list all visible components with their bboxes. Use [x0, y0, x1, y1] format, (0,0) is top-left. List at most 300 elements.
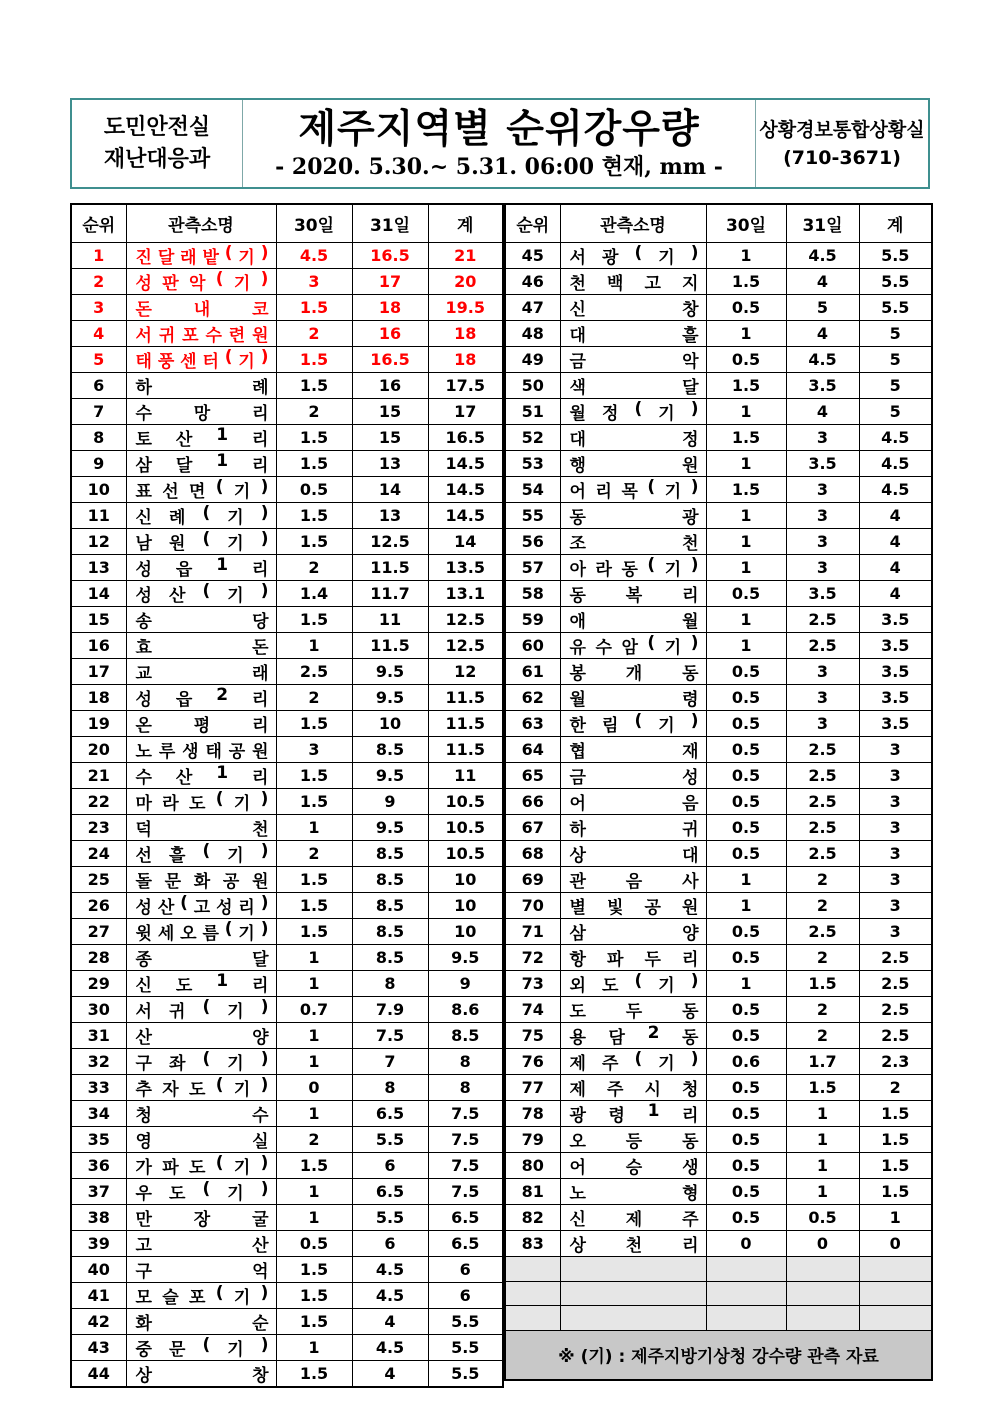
station-name-cell: [126, 997, 276, 1023]
station-name-char: 신: [569, 1210, 586, 1230]
day30-cell: 0.5: [706, 945, 786, 971]
station-name-char: (: [202, 529, 211, 549]
table-row: [505, 633, 932, 659]
station-name-char: 리: [252, 768, 269, 788]
station-name-char: 좌: [168, 1054, 186, 1074]
day31-cell: 3.5: [786, 451, 859, 477]
station-name-char: 관: [569, 872, 586, 892]
total-cell: 7.5: [428, 1179, 503, 1205]
station-name-char: 코: [252, 300, 269, 320]
station-name-char: (: [224, 347, 233, 367]
station-name-char: 례: [168, 508, 186, 528]
table-row: [505, 399, 932, 425]
col-day31-header: 31일: [352, 204, 428, 243]
station-name: [570, 1205, 699, 1230]
station-name-cell: [126, 867, 276, 893]
station-name-cell: [126, 347, 276, 373]
station-name-char: 순: [252, 1314, 269, 1334]
rank-cell: 25: [71, 867, 126, 893]
station-name: [136, 945, 269, 970]
rank-cell: 3: [71, 295, 126, 321]
station-name-char: 기: [227, 1054, 244, 1074]
station-name-char: 화: [135, 1314, 152, 1334]
day31-cell: 4.5: [352, 1257, 428, 1283]
station-name-char: 하: [569, 820, 586, 840]
station-name-char: 기: [238, 248, 255, 268]
day31-cell: 8.5: [352, 737, 428, 763]
rank-cell: 34: [71, 1101, 126, 1127]
total-cell: 9: [428, 971, 503, 997]
day30-cell: 1.5: [276, 503, 352, 529]
day31-cell: 8.5: [352, 867, 428, 893]
station-name-char: 2: [647, 1023, 660, 1043]
station-name-char: 주: [607, 1080, 624, 1100]
station-name-cell: [560, 711, 706, 737]
station-name-char: 수: [205, 326, 222, 346]
station-name-char: 상: [569, 1236, 586, 1256]
day31-cell: 13: [352, 503, 428, 529]
station-name-char: 노: [135, 742, 152, 762]
rank-cell: 4: [71, 321, 126, 347]
station-name-char: 창: [682, 300, 699, 320]
day31-cell: 2: [786, 893, 859, 919]
day30-cell: 4.5: [276, 243, 352, 269]
station-name-char: 제: [625, 1210, 643, 1230]
day30-cell: 1.5: [276, 347, 352, 373]
day30-cell: 1: [276, 971, 352, 997]
station-name-char: 수: [135, 404, 152, 424]
day30-cell: 1: [706, 633, 786, 659]
station-name-char: ): [260, 1335, 269, 1355]
total-cell: 5.5: [428, 1309, 503, 1335]
day31-cell: 1: [786, 1101, 859, 1127]
rank-cell: 66: [505, 789, 560, 815]
station-name-cell: [126, 607, 276, 633]
station-name-char: 수: [135, 768, 152, 788]
station-name: [570, 243, 699, 268]
day31-cell: 6.5: [352, 1101, 428, 1127]
station-name-char: 모: [135, 1288, 152, 1308]
day31-cell: 3.5: [786, 373, 859, 399]
station-name-cell: [126, 321, 276, 347]
station-name-char: ): [260, 581, 269, 601]
station-name-char: 지: [682, 274, 699, 294]
station-name-cell: [560, 529, 706, 555]
rank-cell: 9: [71, 451, 126, 477]
station-name-cell: [126, 399, 276, 425]
total-cell: 3.5: [859, 633, 932, 659]
day30-cell: 0.5: [706, 997, 786, 1023]
station-name-char: 용: [569, 1028, 586, 1048]
table-row: [505, 347, 932, 373]
rank-cell: 8: [71, 425, 126, 451]
rank-cell: 24: [71, 841, 126, 867]
station-name-char: 기: [658, 248, 675, 268]
station-name-char: 천: [569, 274, 586, 294]
table-row: [71, 659, 503, 685]
station-name-char: 외: [569, 976, 586, 996]
total-cell: 5.5: [859, 269, 932, 295]
station-name-char: 송: [135, 612, 152, 632]
station-name-char: 산: [168, 586, 186, 606]
rank-cell: 83: [505, 1231, 560, 1257]
station-name-char: 산: [175, 430, 193, 450]
station-name-char: 천: [252, 820, 269, 840]
rank-cell: 29: [71, 971, 126, 997]
station-name-cell: [560, 1127, 706, 1153]
table-row: [505, 243, 932, 269]
station-name-char: 기: [664, 560, 682, 580]
total-cell: 5: [859, 321, 932, 347]
station-name-char: 효: [135, 638, 152, 658]
station-name-char: 기: [227, 534, 244, 554]
day30-cell: 2: [276, 685, 352, 711]
empty-row: [505, 1281, 932, 1306]
total-cell: 3.5: [859, 711, 932, 737]
day30-cell: 1.5: [276, 1257, 352, 1283]
table-row: [505, 971, 932, 997]
station-name-char: 기: [233, 274, 251, 294]
station-name-char: 토: [135, 430, 152, 450]
station-name: [570, 607, 699, 632]
rank-cell: 17: [71, 659, 126, 685]
station-name-cell: [126, 295, 276, 321]
total-cell: 10: [428, 893, 503, 919]
station-name-char: 광: [682, 508, 699, 528]
total-cell: 4.5: [859, 477, 932, 503]
table-row: [505, 581, 932, 607]
station-name-cell: [560, 633, 706, 659]
table-row: [71, 1075, 503, 1101]
day30-cell: 0.5: [706, 1101, 786, 1127]
station-name-char: 도: [189, 1080, 206, 1100]
day30-cell: 0.5: [706, 1179, 786, 1205]
rank-cell: 55: [505, 503, 560, 529]
station-name-char: 태: [205, 742, 222, 762]
day31-cell: 5: [786, 295, 859, 321]
day30-cell: 0.5: [706, 711, 786, 737]
rank-cell: 56: [505, 529, 560, 555]
station-name-char: 양: [682, 924, 699, 944]
day31-cell: 5.5: [352, 1127, 428, 1153]
station-name-char: 례: [252, 378, 269, 398]
table-row: [505, 737, 932, 763]
station-name-char: 림: [601, 716, 619, 736]
station-name-cell: [126, 841, 276, 867]
day30-cell: 1: [276, 1335, 352, 1361]
station-name-char: 주: [682, 1210, 699, 1230]
rank-cell: 22: [71, 789, 126, 815]
col-station-header: 관측소명: [126, 204, 276, 243]
table-row: [505, 607, 932, 633]
station-name-char: 원: [682, 456, 699, 476]
department-block: [72, 100, 243, 187]
rank-cell: 65: [505, 763, 560, 789]
station-name-char: 동: [569, 508, 586, 528]
station-name-char: (: [634, 711, 643, 731]
day31-cell: 9.5: [352, 815, 428, 841]
station-name-char: 산: [135, 1028, 152, 1048]
day31-cell: 11.5: [352, 633, 428, 659]
station-name: [570, 347, 699, 372]
station-name-cell: [126, 529, 276, 555]
col-total-header: 계: [428, 204, 503, 243]
day31-cell: 0: [786, 1231, 859, 1257]
station-name-cell: [560, 893, 706, 919]
station-name-char: 라: [162, 794, 179, 814]
rank-cell: 45: [505, 243, 560, 269]
station-name: [136, 815, 269, 840]
table-row: [505, 841, 932, 867]
table-row: [71, 1231, 503, 1257]
day30-cell: 1.5: [276, 1153, 352, 1179]
station-name-cell: [126, 893, 276, 919]
total-cell: 3.5: [859, 607, 932, 633]
day31-cell: 11.5: [352, 555, 428, 581]
rank-cell: 82: [505, 1205, 560, 1231]
station-name-char: (: [215, 1153, 224, 1173]
total-cell: 7.5: [428, 1101, 503, 1127]
page-title: 제주지역별 순위강우량: [298, 106, 700, 152]
rank-cell: 68: [505, 841, 560, 867]
day31-cell: 4: [352, 1309, 428, 1335]
station-name-char: 수: [252, 1106, 269, 1126]
station-name-char: 대: [569, 326, 586, 346]
station-name-char: ): [260, 529, 269, 549]
day31-cell: 1: [786, 1127, 859, 1153]
day30-cell: 1.5: [276, 919, 352, 945]
day31-cell: 11: [352, 607, 428, 633]
station-name-cell: [560, 269, 706, 295]
station-name-char: 구: [135, 1054, 152, 1074]
station-name-cell: [126, 1205, 276, 1231]
day31-cell: 3: [786, 529, 859, 555]
station-name-char: 제: [569, 1080, 586, 1100]
table-row: [71, 815, 503, 841]
station-name-char: 화: [193, 872, 211, 892]
day30-cell: 1: [706, 971, 786, 997]
station-name-char: 공: [644, 898, 661, 918]
station-name-char: 흘: [682, 326, 699, 346]
station-name-char: 기: [658, 716, 675, 736]
station-name: [136, 997, 269, 1022]
station-name: [136, 659, 269, 684]
station-name-char: 윗: [135, 924, 152, 944]
station-name: [136, 1231, 269, 1256]
table-header-row: [505, 204, 932, 243]
rank-cell: 52: [505, 425, 560, 451]
station-name-char: (: [634, 1049, 643, 1069]
total-cell: 11.5: [428, 711, 503, 737]
station-name: [136, 321, 269, 346]
station-name-char: 영: [135, 1132, 152, 1152]
day30-cell: 1: [276, 1205, 352, 1231]
station-name-char: 도: [601, 976, 619, 996]
rank-cell: 72: [505, 945, 560, 971]
station-name-cell: [560, 503, 706, 529]
station-name-char: 애: [569, 612, 586, 632]
rank-cell: 75: [505, 1023, 560, 1049]
station-name-char: 빛: [607, 898, 624, 918]
station-name-char: 월: [569, 404, 586, 424]
day30-cell: 2: [276, 1127, 352, 1153]
title-block: [243, 100, 755, 187]
station-name-cell: [126, 763, 276, 789]
station-name: [570, 737, 699, 762]
station-name-char: 신: [569, 300, 586, 320]
rank-cell: 31: [71, 1023, 126, 1049]
table-row: [71, 1257, 503, 1283]
day30-cell: 1: [276, 633, 352, 659]
rank-cell: 28: [71, 945, 126, 971]
station-name-char: 기: [658, 976, 675, 996]
table-row: [71, 1335, 503, 1361]
station-name-char: 리: [238, 898, 255, 918]
station-name-char: 삼: [135, 456, 152, 476]
station-name-char: 억: [252, 1262, 269, 1282]
station-name-char: 천: [682, 534, 699, 554]
station-name-char: (: [202, 581, 211, 601]
station-name-char: 사: [682, 872, 699, 892]
total-cell: 3: [859, 841, 932, 867]
total-cell: 21: [428, 243, 503, 269]
station-name-char: ): [690, 477, 699, 497]
day30-cell: 1.5: [706, 425, 786, 451]
station-name: [136, 399, 269, 424]
station-name-char: 원: [252, 872, 269, 892]
day30-cell: 0.5: [276, 477, 352, 503]
station-name-cell: [560, 1101, 706, 1127]
station-name-char: 동: [682, 1002, 699, 1022]
station-name-char: 성: [135, 690, 152, 710]
day31-cell: 1: [786, 1153, 859, 1179]
day30-cell: 1: [706, 529, 786, 555]
station-name-char: 고: [644, 274, 661, 294]
station-name-char: 고: [193, 898, 211, 918]
station-name-cell: [560, 841, 706, 867]
station-name-char: 신: [135, 976, 152, 996]
total-cell: 12.5: [428, 633, 503, 659]
rank-cell: 30: [71, 997, 126, 1023]
total-cell: 5: [859, 373, 932, 399]
station-name: [136, 607, 269, 632]
rank-cell: 11: [71, 503, 126, 529]
station-name: [136, 737, 269, 762]
station-name: [136, 711, 269, 736]
station-name-char: 공: [228, 742, 246, 762]
total-cell: 8: [428, 1075, 503, 1101]
station-name-char: 센: [180, 352, 197, 372]
table-row: [71, 373, 503, 399]
rank-cell: 81: [505, 1179, 560, 1205]
total-cell: 18: [428, 321, 503, 347]
station-name-char: 색: [569, 378, 586, 398]
station-name-char: 수: [595, 638, 612, 658]
rank-cell: 19: [71, 711, 126, 737]
day30-cell: 1.5: [276, 763, 352, 789]
station-name-cell: [126, 1361, 276, 1388]
station-name-char: 기: [233, 1080, 251, 1100]
total-cell: 8.6: [428, 997, 503, 1023]
table-header-row: [71, 204, 503, 243]
total-cell: 3: [859, 893, 932, 919]
day31-cell: 2.5: [786, 841, 859, 867]
station-name-char: 리: [252, 430, 269, 450]
day30-cell: 1.5: [276, 425, 352, 451]
rank-cell: 53: [505, 451, 560, 477]
station-name-char: 문: [168, 1340, 186, 1360]
station-name-char: 리: [252, 716, 269, 736]
station-name-char: 원: [168, 534, 186, 554]
station-name-cell: [560, 763, 706, 789]
table-row: [71, 503, 503, 529]
station-name-char: 시: [644, 1080, 661, 1100]
station-name-char: 월: [569, 690, 586, 710]
station-name-char: 대: [682, 846, 699, 866]
office-name: 상황경보통합상황실: [759, 118, 925, 141]
day31-cell: 1.5: [786, 971, 859, 997]
total-cell: 8.5: [428, 1023, 503, 1049]
station-name-char: 파: [162, 1158, 179, 1178]
rank-cell: 80: [505, 1153, 560, 1179]
station-name: [570, 945, 699, 970]
table-row: [71, 321, 503, 347]
station-name-char: 2: [216, 685, 229, 705]
col-total-header: 계: [859, 204, 932, 243]
total-cell: 17.5: [428, 373, 503, 399]
station-name-char: 리: [682, 950, 699, 970]
total-cell: 14.5: [428, 477, 503, 503]
station-name-cell: [126, 555, 276, 581]
station-name-char: 귀: [168, 1002, 186, 1022]
table-row: [71, 737, 503, 763]
day30-cell: 3: [276, 737, 352, 763]
table-row: [71, 1361, 503, 1388]
station-name-char: 원: [252, 742, 269, 762]
day31-cell: 9.5: [352, 685, 428, 711]
day31-cell: 2.5: [786, 607, 859, 633]
station-name-char: 귀: [682, 820, 699, 840]
station-name-char: 어: [569, 1158, 586, 1178]
total-cell: 10.5: [428, 841, 503, 867]
day31-cell: 15: [352, 425, 428, 451]
total-cell: 14.5: [428, 503, 503, 529]
rank-cell: 5: [71, 347, 126, 373]
table-row: [505, 1101, 932, 1127]
station-name-char: 고: [135, 1236, 152, 1256]
total-cell: 6.5: [428, 1205, 503, 1231]
day30-cell: 1.5: [276, 607, 352, 633]
station-name-char: 내: [193, 300, 211, 320]
station-name-char: 생: [182, 742, 199, 762]
day31-cell: 3: [786, 685, 859, 711]
station-name: [570, 425, 699, 450]
col-rank-header: 순위: [505, 204, 560, 243]
station-name-cell: [126, 581, 276, 607]
station-name-cell: [560, 321, 706, 347]
total-cell: 2.5: [859, 971, 932, 997]
station-name-char: 항: [569, 950, 586, 970]
day31-cell: 4: [786, 269, 859, 295]
station-name-char: 서: [135, 1002, 152, 1022]
station-name-char: 동: [621, 560, 638, 580]
table-row: [505, 477, 932, 503]
total-cell: 5.5: [859, 295, 932, 321]
day30-cell: 2: [276, 555, 352, 581]
total-cell: 3: [859, 867, 932, 893]
station-name-char: 정: [601, 404, 619, 424]
day31-cell: 2.5: [786, 737, 859, 763]
